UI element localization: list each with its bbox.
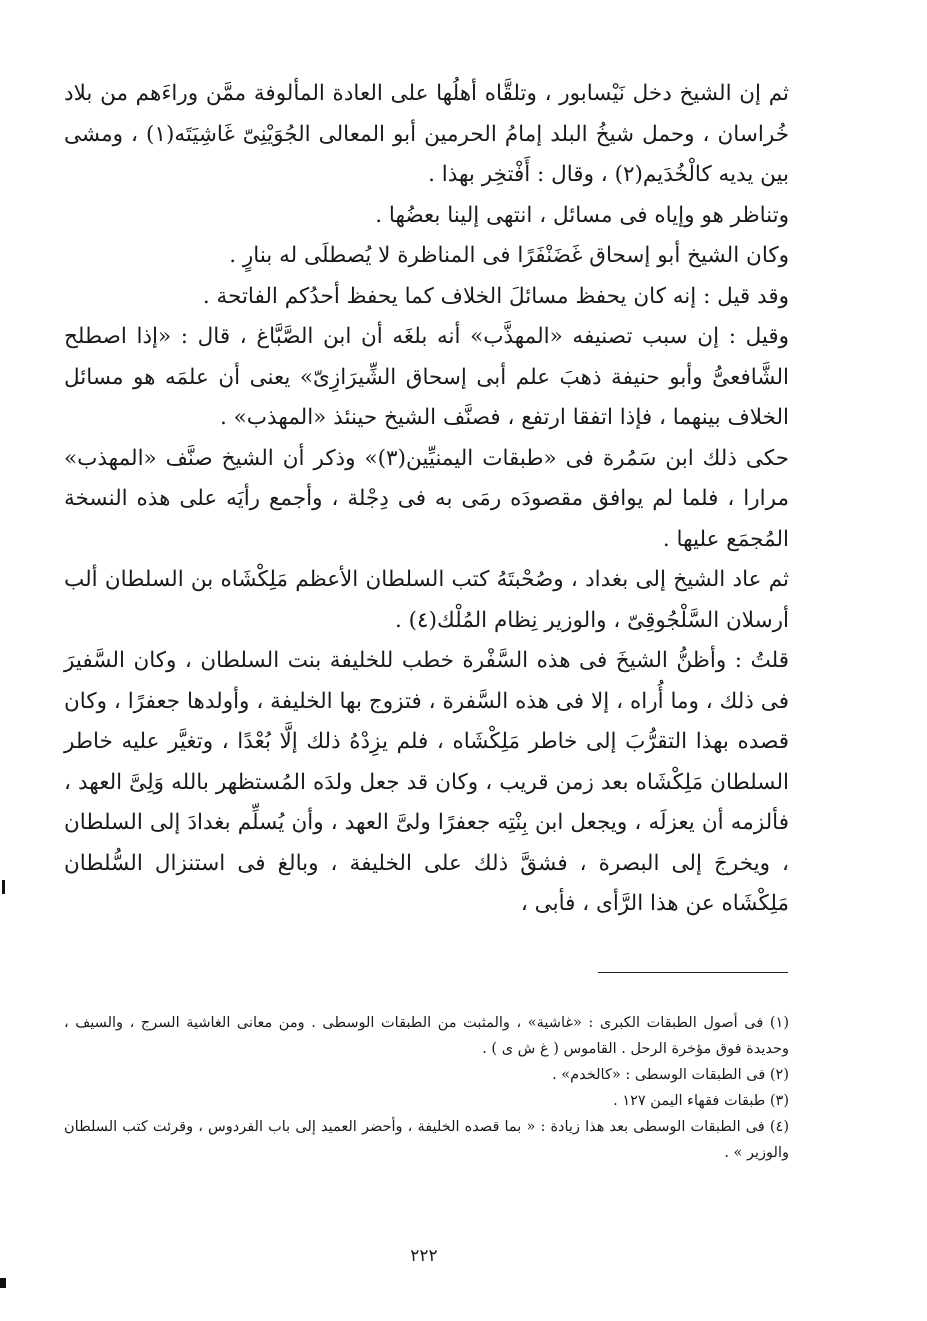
footnote: (٣) طبقات فقهاء اليمن ١٢٧ . bbox=[613, 1093, 789, 1109]
scan-edge-mark bbox=[2, 880, 5, 894]
footnote: (٤) فى الطبقات الوسطى بعد هذا زيادة : « بما قصده الخليفة ، وأحضر العميد إلى باب الفردوس ، وقرئت كتب السلطان والوزير » . bbox=[64, 1119, 789, 1161]
footnotes-block bbox=[64, 1010, 789, 1166]
paragraph: ثم إن الشيخ دخل نَيْسابور ، وتلقَّاه أهلُها على العادة المألوفة ممَّن وراءَهم من بلاد خُراسان ، وحمل شيخُ البلد إمامُ الحرمين أبو المعالى الجُوَيْنِىّ غَاشِيَتَه(١) ، ومشى بين يديه كالْخُدَيم(٢) ، وقال : أَفْتخِر بهذا . bbox=[64, 81, 789, 187]
main-text-block bbox=[64, 74, 789, 925]
paragraph: وقد قيل : إنه كان يحفظ مسائلَ الخلاف كما يحفظ أحدُكم الفاتحة . bbox=[202, 283, 789, 309]
paragraph: ثم عاد الشيخ إلى بغداد ، وصُحْبتَهُ كتب السلطان الأعظم مَلِكْشَاه بن السلطان ألب أرسلان السَّلْجُوقِىّ ، والوزير نِظام المُلْك(٤) . bbox=[64, 567, 789, 633]
paragraph: قلتُ : وأظنُّ الشيخَ فى هذه السَّفْرة خطب للخليفة بنت السلطان ، وكان السَّفيرَ فى ذلك ، وما أُراه ، إلا فى هذه السَّفرة ، فتزوج بها الخليفة ، وأولدها جعفرًا ، وكان قصده بهذا التقرُّبَ إلى خاطر مَلِكْشَاه ، فلم يزِدْهُ ذلك إلَّا بُعْدًا ، وتغيَّر عليه خاطر السلطان مَلِكْشَاه بعد زمن قريب ، وكان قد جعل ولدَه المُستظهر بالله وَلِىَّ العهد ، فألزمه أن يعزلَه ، ويجعل ابن بِنْتِه جعفرًا ولىَّ العهد ، وأن يُسلِّم بغدادَ إلى السلطان ، ويخرجَ إلى البصرة ، فشقَّ ذلك على الخليفة ، وبالغ فى استنزال السُّلطان مَلِكْشَاه عن هذا الرَّأى ، فأبى ، bbox=[64, 648, 789, 916]
footnote-separator bbox=[598, 972, 788, 973]
footnote: (٢) فى الطبقات الوسطى : «كالخدم» . bbox=[552, 1067, 789, 1083]
paragraph: وقيل : إن سبب تصنيفه «المهذَّب» أنه بلغَه أن ابن الصَّبَّاغ ، قال : «إذا اصطلح الشَّافعىُّ وأبو حنيفة ذهبَ علم أبى إسحاق الشِّيرَازِىّ» يعنى أن علمَه هو مسائل الخلاف بينهما ، فإذا اتفقا ارتفع ، فصنَّف الشيخ حينئذ «المهذب» . bbox=[64, 324, 789, 430]
paragraph: وكان الشيخ أبو إسحاق غَضَنْفَرًا فى المناظرة لا يُصطلَى له بنارٍ . bbox=[229, 243, 789, 268]
scan-edge-mark bbox=[0, 1278, 6, 1288]
page-number: ٢٢٢ bbox=[410, 1246, 438, 1266]
footnote: (١) فى أصول الطبقات الكبرى : «غاشية» ، والمثبت من الطبقات الوسطى . ومن معانى الغاشية السرج ، والسيف ، وحديدة فوق مؤخرة الرحل . القاموس ( غ ش ى ) . bbox=[64, 1015, 789, 1057]
paragraph: وتناظر هو وإياه فى مسائل ، انتهى إلينا بعضُها . bbox=[375, 202, 789, 228]
paragraph: حكى ذلك ابن سَمُرة فى «طبقات اليمنيِّين(٣)» وذكر أن الشيخ صنَّف «المهذب» مرارا ، فلما لم يوافق مقصودَه رمَى به فى دِجْلة ، وأجمع رأيَه على هذه النسخة المُجمَع عليها . bbox=[64, 445, 789, 552]
